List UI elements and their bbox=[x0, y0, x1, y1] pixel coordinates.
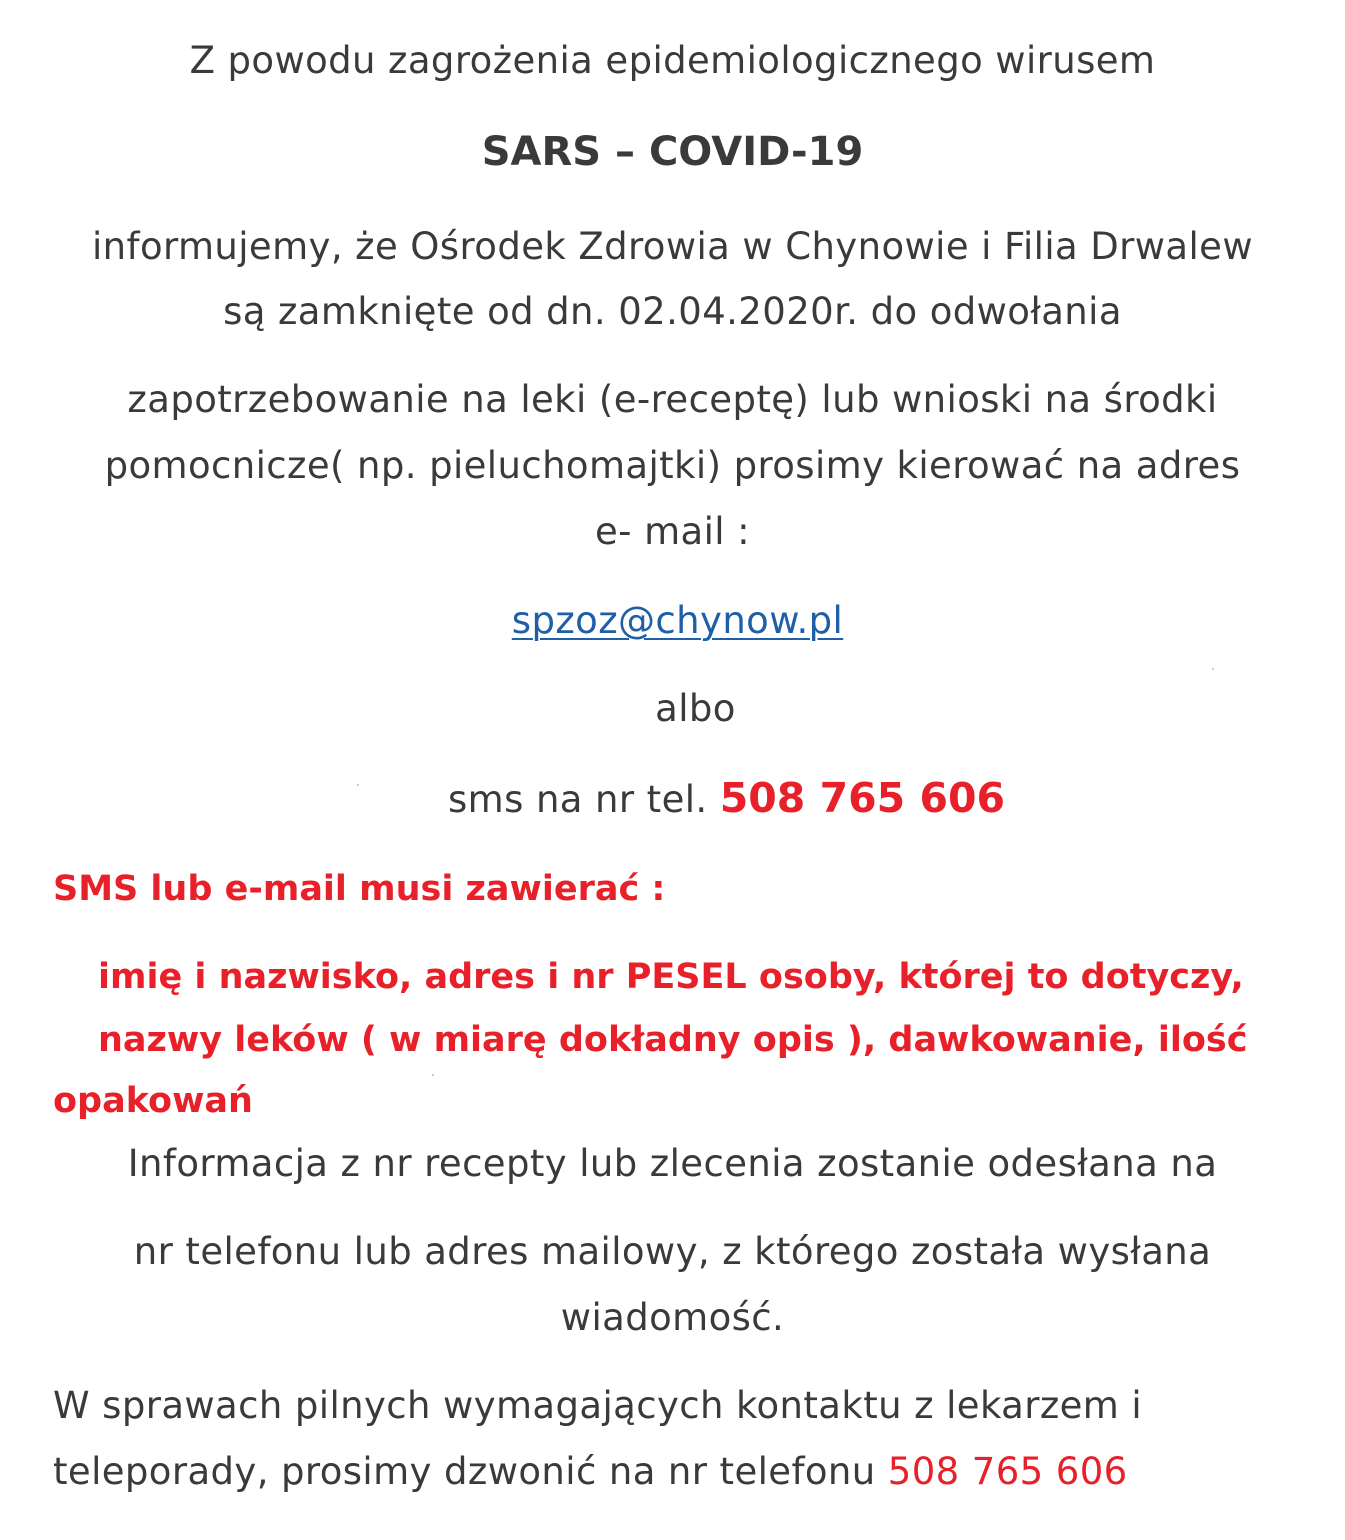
email-link[interactable]: spzoz@chynow.pl bbox=[511, 599, 844, 642]
info-line-1: Informacja z nr recepty lub zlecenia zostanie odesłana na bbox=[127, 1142, 1218, 1185]
urgent-prefix: teleporady, prosimy dzwonić na nr telefonu bbox=[53, 1450, 888, 1493]
must-contain-heading: SMS lub e-mail musi zawierać : bbox=[53, 869, 666, 909]
request-line-3: e- mail : bbox=[595, 510, 750, 553]
request-line-2: pomocnicze( np. pieluchomajtki) prosimy kierować na adres bbox=[104, 444, 1241, 487]
sms-prefix: sms na nr tel. bbox=[448, 778, 720, 821]
scan-speck bbox=[1212, 668, 1214, 670]
must-contain-line-2: nazwy leków ( w miarę dokładny opis ), dawkowanie, ilość bbox=[98, 1020, 1248, 1060]
request-line-1: zapotrzebowanie na leki (e-receptę) lub wnioski na środki bbox=[127, 378, 1218, 421]
intro-text: Z powodu zagrożenia epidemiologicznego wirusem bbox=[189, 39, 1156, 82]
info-line-2: nr telefonu lub adres mailowy, z którego została wysłana bbox=[133, 1230, 1212, 1273]
sms-phone-number: 508 765 606 bbox=[719, 774, 1006, 822]
scan-speck bbox=[432, 1074, 434, 1076]
sms-line bbox=[448, 774, 1006, 822]
virus-title: SARS – COVID-19 bbox=[481, 129, 864, 175]
closure-line-2: są zamknięte od dn. 02.04.2020r. do odwołania bbox=[223, 290, 1122, 333]
urgent-line-1: W sprawach pilnych wymagających kontaktu z lekarzem i bbox=[53, 1384, 1143, 1427]
must-contain-line-1: imię i nazwisko, adres i nr PESEL osoby, której to dotyczy, bbox=[98, 957, 1244, 997]
or-text: albo bbox=[655, 687, 736, 730]
must-contain-line-3: opakowań bbox=[53, 1081, 253, 1121]
info-line-3: wiadomość. bbox=[560, 1296, 785, 1339]
scan-speck bbox=[357, 784, 359, 786]
urgent-phone-number: 508 765 606 bbox=[887, 1450, 1128, 1493]
urgent-line-2 bbox=[53, 1450, 1128, 1493]
closure-line-1: informujemy, że Ośrodek Zdrowia w Chynowie i Filia Drwalew bbox=[91, 225, 1254, 268]
